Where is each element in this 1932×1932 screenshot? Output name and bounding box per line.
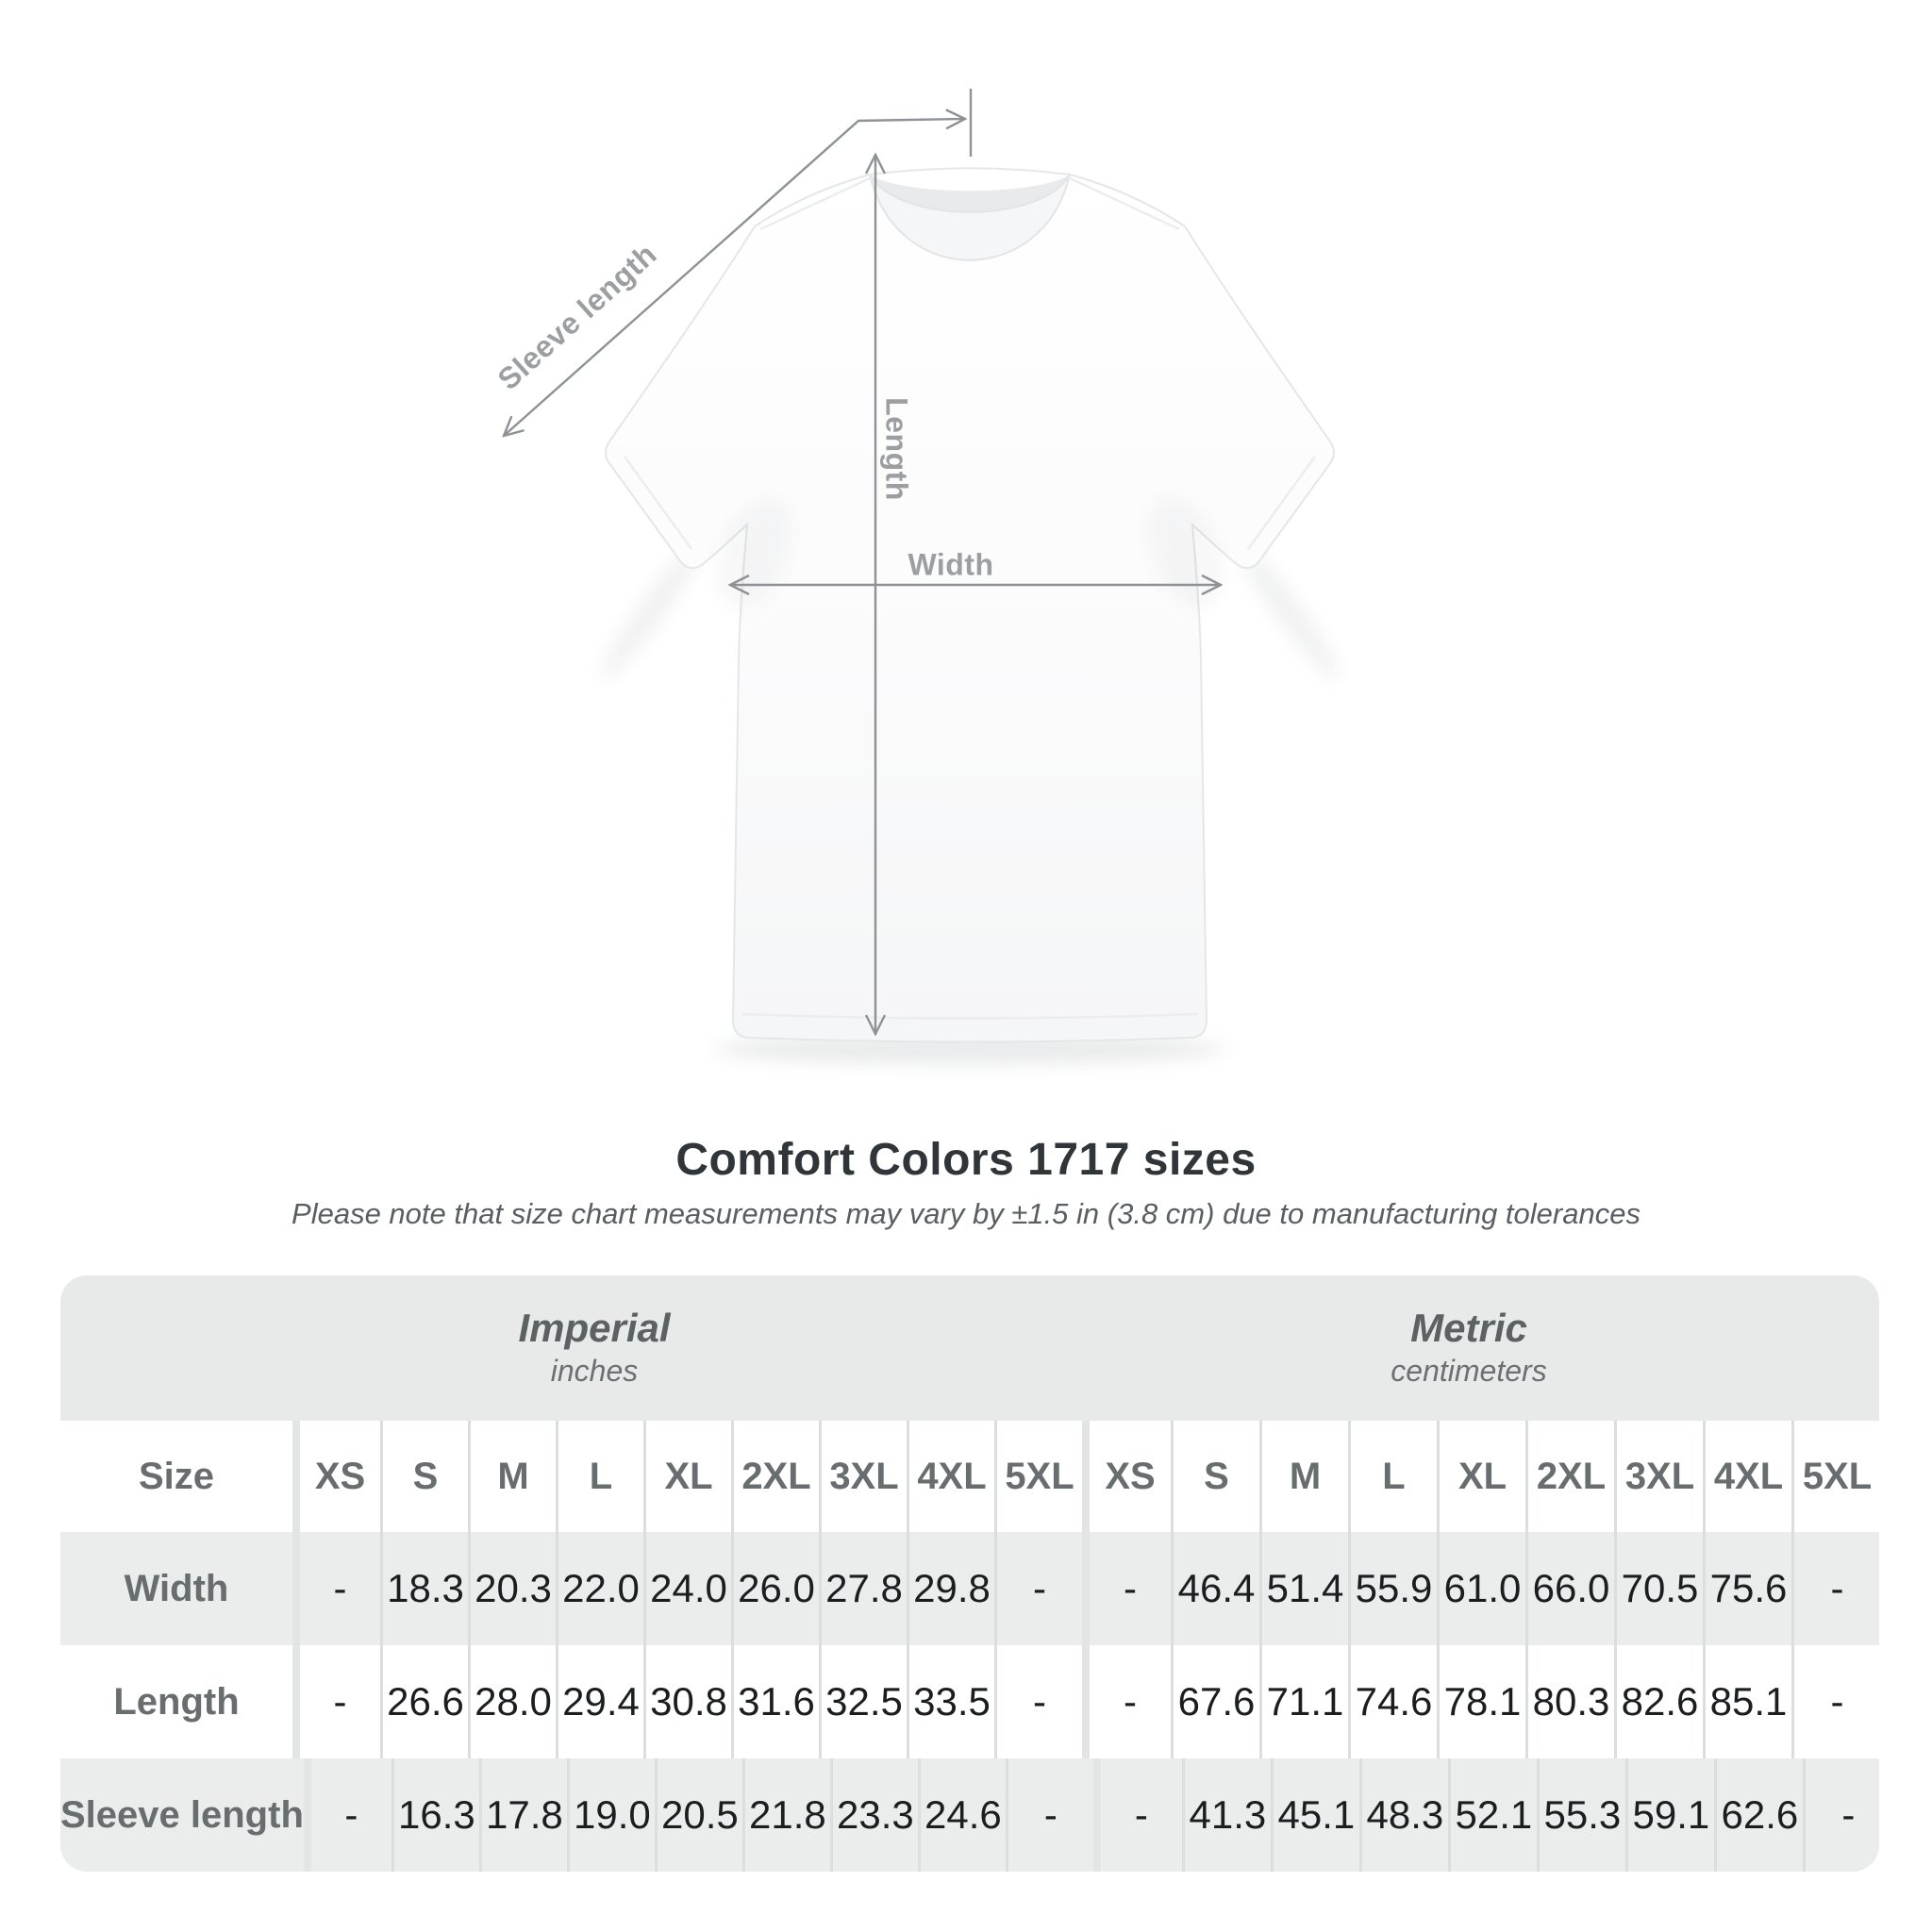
unit-group-band [60,1275,1879,1421]
size-col-header-metric: 2XL [1525,1421,1614,1532]
metric-group-units: centimeters [1391,1354,1547,1388]
measurement-value-imperial: 16.3 [391,1758,479,1872]
measurement-value-imperial: 19.0 [567,1758,655,1872]
size-col-header-imperial: M [468,1421,556,1532]
measurement-value-metric: 85.1 [1703,1645,1791,1758]
imperial-group-units: inches [550,1354,639,1388]
size-col-header-imperial: S [380,1421,468,1532]
size-col-header-imperial: 4XL [907,1421,994,1532]
measurement-value-imperial: - [292,1532,380,1645]
size-col-header-imperial: 3XL [819,1421,907,1532]
size-header-row [60,1421,1879,1532]
size-col-header-metric: 3XL [1614,1421,1703,1532]
size-col-header-metric: S [1171,1421,1259,1532]
measurement-value-metric: - [1791,1645,1879,1758]
measurement-row-label: Width [124,1567,229,1609]
measurement-value-imperial: 22.0 [556,1532,643,1645]
measurement-value-imperial: 21.8 [742,1758,830,1872]
page-title: Comfort Colors 1717 sizes [675,1135,1257,1185]
size-col-header-metric: 5XL [1791,1421,1879,1532]
measurement-value-metric: 80.3 [1525,1645,1614,1758]
measurement-value-metric: 74.6 [1348,1645,1437,1758]
tshirt-illustration [606,168,1334,1041]
measurement-value-metric: 78.1 [1437,1645,1525,1758]
measurement-value-metric: 46.4 [1171,1532,1259,1645]
size-col-header-imperial: L [556,1421,643,1532]
measurement-row-label: Length [113,1680,240,1723]
sleeve-length-label: Sleeve length [491,237,663,397]
measurement-value-imperial: 20.3 [468,1532,556,1645]
measurement-value-imperial: 29.8 [907,1532,994,1645]
width-label: Width [908,547,994,582]
measurement-value-metric: - [1093,1758,1182,1872]
measurement-value-metric: 55.3 [1537,1758,1625,1872]
measurement-value-imperial: 23.3 [830,1758,918,1872]
table-row [60,1532,1879,1645]
measurement-value-metric: 48.3 [1359,1758,1448,1872]
measurement-value-imperial: 17.8 [479,1758,567,1872]
imperial-group-header [518,1275,670,1389]
measurement-value-metric: 66.0 [1525,1532,1614,1645]
measurement-value-metric: - [1082,1532,1171,1645]
table-row [60,1758,1879,1872]
table-row [60,1645,1879,1758]
measurement-value-metric: 51.4 [1259,1532,1348,1645]
size-table-grid [60,1421,1879,1872]
measurement-value-imperial: 20.5 [655,1758,742,1872]
size-col-header-metric: XL [1437,1421,1525,1532]
measurement-value-metric: 82.6 [1614,1645,1703,1758]
measurement-value-imperial: - [994,1645,1082,1758]
measurement-value-imperial: - [292,1645,380,1758]
measurement-value-metric: - [1082,1645,1171,1758]
size-col-header-imperial: XS [292,1421,380,1532]
size-col-header-metric: XS [1082,1421,1171,1532]
measurement-value-metric: 59.1 [1625,1758,1714,1872]
shirt-body [606,168,1334,1041]
measurement-value-metric: 45.1 [1271,1758,1359,1872]
measurement-value-imperial: 29.4 [556,1645,643,1758]
size-column-header: Size [138,1455,215,1497]
measurement-value-imperial: - [1006,1758,1093,1872]
size-chart-table [60,1275,1879,1872]
measurement-value-imperial: 18.3 [380,1532,468,1645]
measurement-value-metric: - [1791,1532,1879,1645]
measurement-value-metric: 71.1 [1259,1645,1348,1758]
length-label: Length [879,397,914,501]
size-col-header-metric: 4XL [1703,1421,1791,1532]
metric-group-header [1391,1275,1546,1389]
imperial-group-title: Imperial [518,1306,671,1350]
measurement-value-imperial: 26.0 [731,1532,819,1645]
measurement-value-metric: 41.3 [1182,1758,1271,1872]
measurement-value-metric: 62.6 [1714,1758,1803,1872]
measurement-row-label: Sleeve length [60,1793,304,1836]
measurement-value-metric: - [1803,1758,1879,1872]
size-col-header-imperial: XL [643,1421,731,1532]
measurement-value-imperial: 30.8 [643,1645,731,1758]
measurement-value-imperial: 24.6 [918,1758,1006,1872]
measurement-value-imperial: - [304,1758,391,1872]
measurement-value-imperial: - [994,1532,1082,1645]
measurement-value-imperial: 28.0 [468,1645,556,1758]
tolerance-note: Please note that size chart measurements may vary by ±1.5 in (3.8 cm) due to manufacturing tolerances [291,1197,1641,1230]
size-col-header-metric: L [1348,1421,1437,1532]
measurement-value-metric: 70.5 [1614,1532,1703,1645]
metric-group-title: Metric [1410,1306,1527,1350]
measurement-value-imperial: 26.6 [380,1645,468,1758]
measurement-value-imperial: 24.0 [643,1532,731,1645]
measurement-value-metric: 52.1 [1448,1758,1537,1872]
size-col-header-imperial: 5XL [994,1421,1082,1532]
measurement-value-imperial: 27.8 [819,1532,907,1645]
measurement-value-metric: 75.6 [1703,1532,1791,1645]
measurement-value-metric: 61.0 [1437,1532,1525,1645]
measurement-value-metric: 67.6 [1171,1645,1259,1758]
measurement-value-imperial: 33.5 [907,1645,994,1758]
measurement-value-imperial: 32.5 [819,1645,907,1758]
size-col-header-metric: M [1259,1421,1348,1532]
measurement-value-metric: 55.9 [1348,1532,1437,1645]
size-col-header-imperial: 2XL [731,1421,819,1532]
measurement-value-imperial: 31.6 [731,1645,819,1758]
